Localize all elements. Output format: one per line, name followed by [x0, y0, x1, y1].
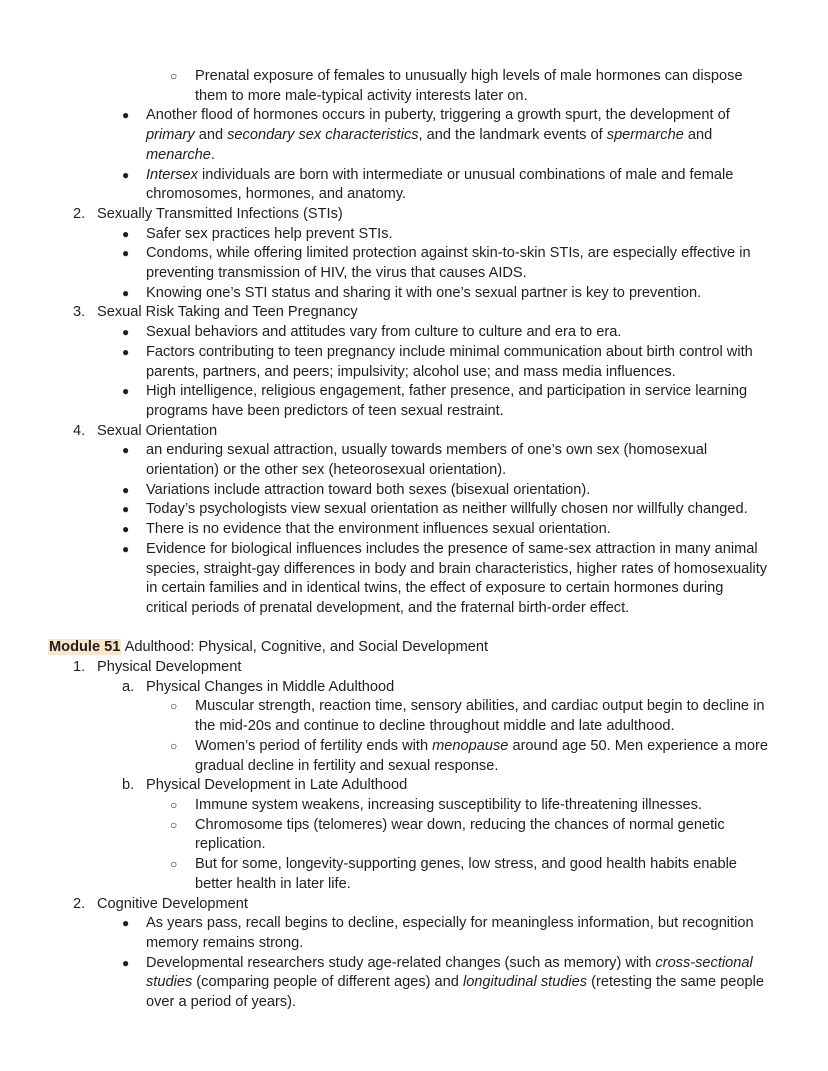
section-number: 1.: [73, 659, 86, 676]
list-item: ● Another flood of hormones occurs in puberty, triggering a growth spurt, the development of primary and secondary sex characteristics, and the landmark events of spermarche and menarche.: [122, 107, 730, 163]
section-sti: 2. Sexually Transmitted Infections (STIs) ● Safer sex practices help prevent STIs. ● Condoms, while offering limited protection against skin-to-skin STIs, are especially effective in preventing transmission of HIV, the virus that causes AIDS. ● Knowing one’s STI status and sharing it with one’s sexual partner is key to prevention.: [0, 205, 828, 304]
list-item: ○ Prenatal exposure of females to unusually high levels of male hormones can dispose them to more male-typical activity interests later on.: [170, 68, 743, 104]
circle-bullet-icon: ○: [170, 798, 178, 812]
section-cognitive-development: 2. Cognitive Development ● As years pass, recall begins to decline, especially for meaningless information, but recognition memory remains strong. ● Developmental researchers study age-related changes (such as memory) with cross-sectional studies (comparing people of different ages) and longitudinal studies (retesting the same people over a period of years).: [73, 895, 764, 1011]
circle-bullet-icon: ○: [170, 699, 178, 714]
section-sexual-orientation: 4. Sexual Orientation ● an enduring sexual attraction, usually towards members of one’s own sex (homosexual orientation) or the other sex (heteorosexual orientation). ● Variations include attraction toward both sexes (bisexual orientation). ● Today’s psychologists view sexual orientation as neither willfully chosen nor willfully changed. ● There is no evidence that the environment influences sexual orientation. ● Evidence for biological influences includes the presence of same-sex attraction in many animal species, straight-gay differences in body and brain characteristics, higher rates of homosexuality in certain families and in identical twins, the effect of exposure to certain hormones during critical periods of prenatal development, and the fraternal birth-order effect.: [73, 422, 768, 616]
subsection-letter: b.: [122, 777, 135, 794]
circle-bullet-icon: ○: [170, 817, 178, 832]
bullet-icon: ●: [122, 167, 130, 182]
section-number: 4.: [73, 422, 86, 439]
bullet-icon: ●: [122, 384, 130, 399]
bullet-icon: ●: [122, 482, 130, 497]
section-title: Sexually Transmitted Infections (STIs): [97, 205, 343, 222]
module-label: Module 51: [49, 639, 121, 656]
section-teen-pregnancy: 3. Sexual Risk Taking and Teen Pregnancy ● Sexual behaviors and attitudes vary from culture to culture and era to era. ● Factors contributing to teen pregnancy include minimal communication about birth control with parents, partners, and peers; impulsivity; alcohol use; and mass media influences. ● High intelligence, religious engagement, father presence, and participation in service learning programs have been predictors of teen sexual restraint.: [73, 304, 753, 419]
bullet-icon: ●: [122, 325, 130, 340]
section-title: Physical Development: [97, 659, 242, 676]
section-physical-development: 1. Physical Development a. Physical Changes in Middle Adulthood ○ Muscular strength, reaction time, sensory abilities, and cardiac output begin to decline in the mid-20s and continue to decline throughout middle and late adulthood. ○ Women’s period of fertility ends with menopause around age 50. Men experience a more gradual decline in fertility and sexual response. b. Physical Development in Late Adulthood ○ Immune system weakens, increasing susceptibility to life-threatening illnesses. ○ Chromosome tips (telomeres) wear down, reducing the chances of normal genetic replication. ○ But for some, longevity-supporting genes, low stress, and good health habits enable better health in later life.: [73, 659, 769, 892]
section-number: 2.: [73, 205, 86, 222]
section-title: Cognitive Development: [97, 895, 248, 912]
module-heading: [0, 638, 828, 658]
bullet-icon: ●: [122, 226, 130, 241]
subsection-letter: a.: [122, 678, 135, 695]
module-title: Adulthood: Physical, Cognitive, and Social Development: [121, 639, 489, 656]
bullet-icon: ●: [122, 502, 130, 517]
bullet-icon: ●: [122, 108, 130, 123]
subsection-title: Physical Changes in Middle Adulthood: [146, 678, 395, 695]
section-number: 3.: [73, 304, 86, 321]
bullet-icon: ●: [122, 955, 130, 970]
circle-bullet-icon: ○: [170, 738, 178, 753]
bullet-icon: ●: [122, 246, 130, 261]
bullet-icon: ●: [122, 443, 130, 458]
bullet-icon: ●: [122, 522, 130, 537]
bullet-icon: ●: [122, 916, 130, 931]
list-item: ● Intersex individuals are born with intermediate or unusual combinations of male and female chromosomes, hormones, and anatomy.: [122, 166, 734, 203]
document-page: [0, 67, 828, 1013]
subsection-title: Physical Development in Late Adulthood: [146, 777, 408, 794]
bullet-icon: ●: [122, 344, 130, 359]
circle-bullet-icon: ○: [170, 69, 178, 83]
section-title: Sexual Orientation: [97, 422, 218, 439]
bullet-icon: ●: [122, 285, 130, 300]
section-title: Sexual Risk Taking and Teen Pregnancy: [97, 304, 358, 321]
circle-bullet-icon: ○: [170, 857, 178, 872]
bullet-icon: ●: [122, 541, 130, 556]
section-number: 2.: [73, 895, 86, 912]
